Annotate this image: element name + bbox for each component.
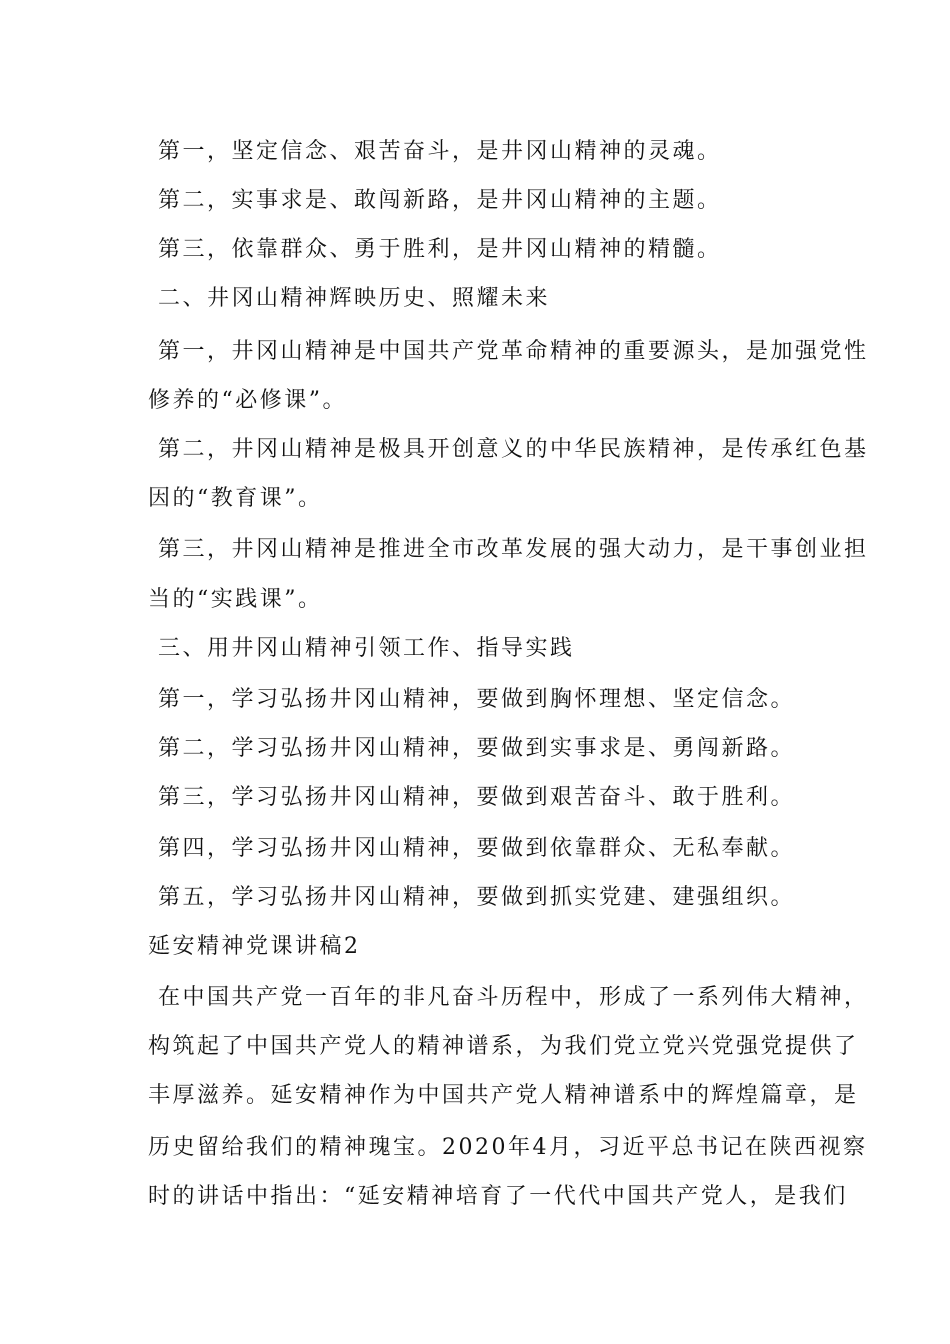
paragraph-line: 第一，井冈山精神是中国共产党革命精神的重要源头，是加强党性 [158,339,869,364]
paragraph-line: 第五，学习弘扬井冈山精神，要做到抓实党建、建强组织。 [158,885,796,910]
paragraph-line: 丰厚滋养。延安精神作为中国共产党人精神谱系中的辉煌篇章，是 [148,1083,859,1108]
paragraph-line: 历史留给我们的精神瑰宝。2020年4月，习近平总书记在陕西视察 [148,1135,868,1160]
paragraph-line: 第二，实事求是、敢闯新路，是井冈山精神的主题。 [158,188,722,213]
paragraph-line: 当的“实践课”。 [148,587,323,612]
paragraph-line: 修养的“必修课”。 [148,388,347,413]
paragraph-line: 第二，井冈山精神是极具开创意义的中华民族精神，是传承红色基 [158,437,869,462]
paragraph-line: 构筑起了中国共产党人的精神谱系，为我们党立党兴党强党提供了 [148,1034,859,1059]
document-title: 延安精神党课讲稿2 [148,934,361,959]
section-heading: 三、用井冈山精神引领工作、指导实践 [158,636,575,661]
section-heading: 二、井冈山精神辉映历史、照耀未来 [158,286,551,311]
paragraph-line: 第四，学习弘扬井冈山精神，要做到依靠群众、无私奉献。 [158,836,796,861]
paragraph-line: 第三，学习弘扬井冈山精神，要做到艰苦奋斗、敢于胜利。 [158,785,796,810]
paragraph-line: 因的“教育课”。 [148,486,323,511]
paragraph-line: 第一，坚定信念、艰苦奋斗，是井冈山精神的灵魂。 [158,139,722,164]
paragraph-line: 第一，学习弘扬井冈山精神，要做到胸怀理想、坚定信念。 [158,687,796,712]
paragraph-line: 第三，井冈山精神是推进全市改革发展的强大动力，是干事创业担 [158,537,869,562]
paragraph-line: 第三，依靠群众、勇于胜利，是井冈山精神的精髓。 [158,237,722,262]
paragraph-line: 时的讲话中指出：“延安精神培育了一代代中国共产党人，是我们 [148,1184,848,1209]
paragraph-line: 在中国共产党一百年的非凡奋斗历程中，形成了一系列伟大精神， [158,985,869,1010]
paragraph-line: 第二，学习弘扬井冈山精神，要做到实事求是、勇闯新路。 [158,736,796,761]
